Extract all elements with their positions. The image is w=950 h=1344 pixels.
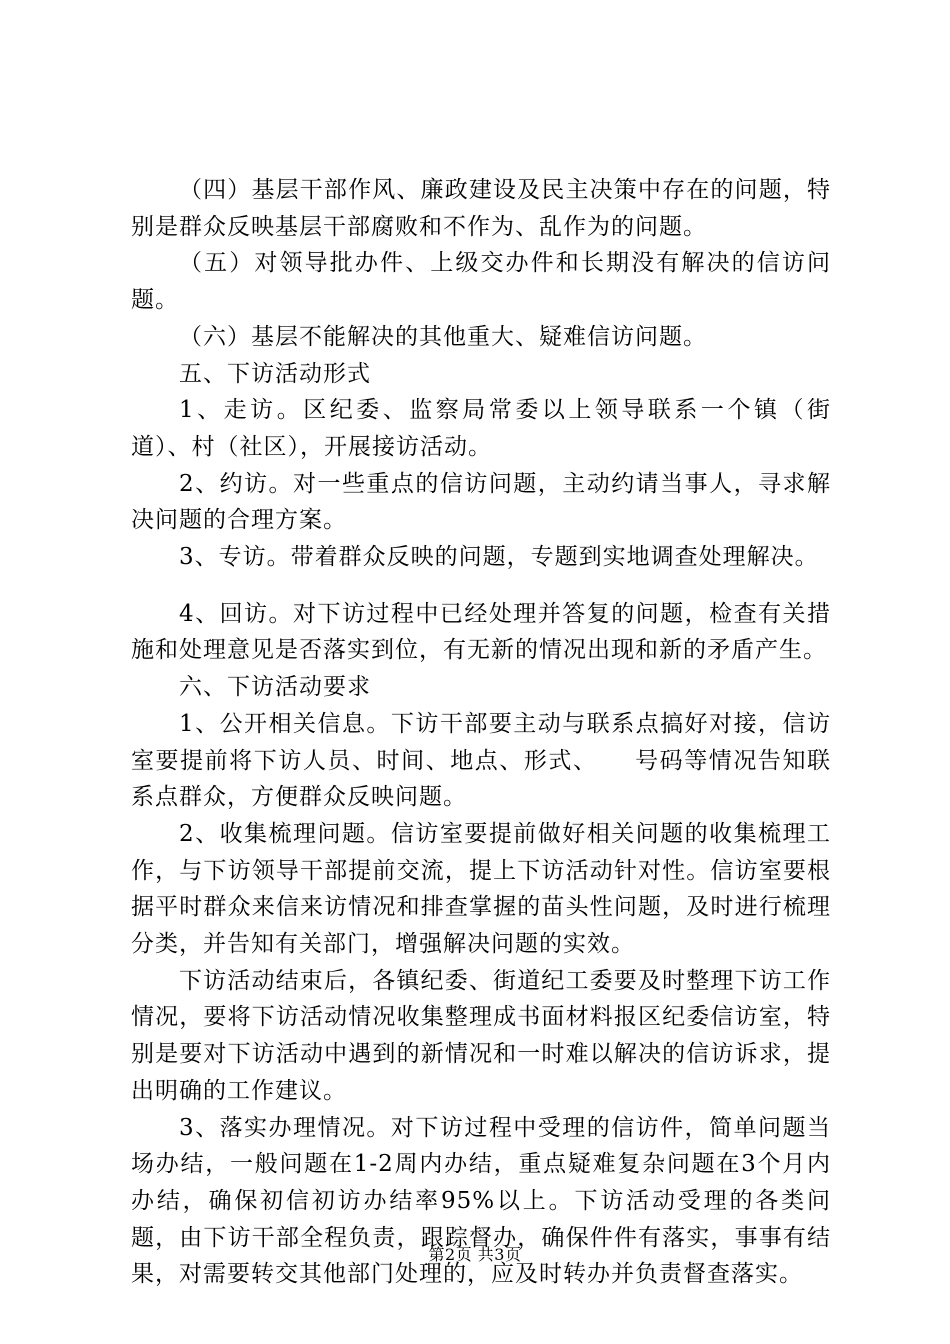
paragraph-implementation: 3、落实办理情况。对下访过程中受理的信访件，简单问题当场办结，一般问题在1-2周内办结，重点疑难复杂问题在3个月内办结，确保初信初访办结率95%以上。下访活动受理的各类问题，由下访干部全程负责，跟踪督办，确保件件有落实，事事有结果，对需要转交其他部门处理的，应及时转办并负责督查落实。 (131, 1114, 831, 1288)
paragraph-return-visit: 4、回访。对下访过程中已经处理并答复的问题，检查有关措施和处理意见是否落实到位，有无新的情况出现和新的矛盾产生。 (131, 600, 831, 664)
section-heading-requirements: 六、下访活动要求 (179, 674, 371, 701)
page-number-footer: 第2页 共3页 (428, 1245, 522, 1264)
paragraph-public-info: 1、公开相关信息。下访干部要主动与联系点搞好对接，信访室要提前将下访人员、时间、地点、形式、 号码等情况告知联系点群众，方便群众反映问题。 (131, 710, 831, 811)
paragraph-visit: 1、走访。区纪委、监察局常委以上领导联系一个镇（街道）、村（社区），开展接访活动。 (131, 397, 831, 460)
section-heading-forms: 五、下访活动形式 (179, 360, 371, 387)
paragraph-item-6: （六）基层不能解决的其他重大、疑难信访问题。 (179, 323, 707, 350)
paragraph-after-activity: 下访活动结束后，各镇纪委、街道纪工委要及时整理下访工作情况，要将下访活动情况收集整理成书面材料报区纪委信访室，特别是要对下访活动中遇到的新情况和一时难以解决的信访诉求，提出明确的工作建议。 (131, 967, 831, 1104)
paragraph-collect-issues: 2、收集梳理问题。信访室要提前做好相关问题的收集梳理工作，与下访领导干部提前交流，提上下访活动针对性。信访室要根据平时群众来信来访情况和排查掌握的苗头性问题，及时进行梳理分类，并告知有关部门，增强解决问题的实效。 (131, 820, 831, 958)
paragraph-appointment: 2、约访。对一些重点的信访问题，主动约请当事人，寻求解决问题的合理方案。 (131, 470, 831, 534)
document-body (131, 172, 831, 1293)
paragraph-item-4: （四）基层干部作风、廉政建设及民主决策中存在的问题，特别是群众反映基层干部腐败和不作为、乱作为的问题。 (131, 177, 831, 240)
paragraph-item-5: （五）对领导批办件、上级交办件和长期没有解决的信访问题。 (131, 250, 831, 314)
paragraph-special-visit: 3、专访。带着群众反映的问题，专题到实地调查处理解决。 (179, 544, 819, 571)
